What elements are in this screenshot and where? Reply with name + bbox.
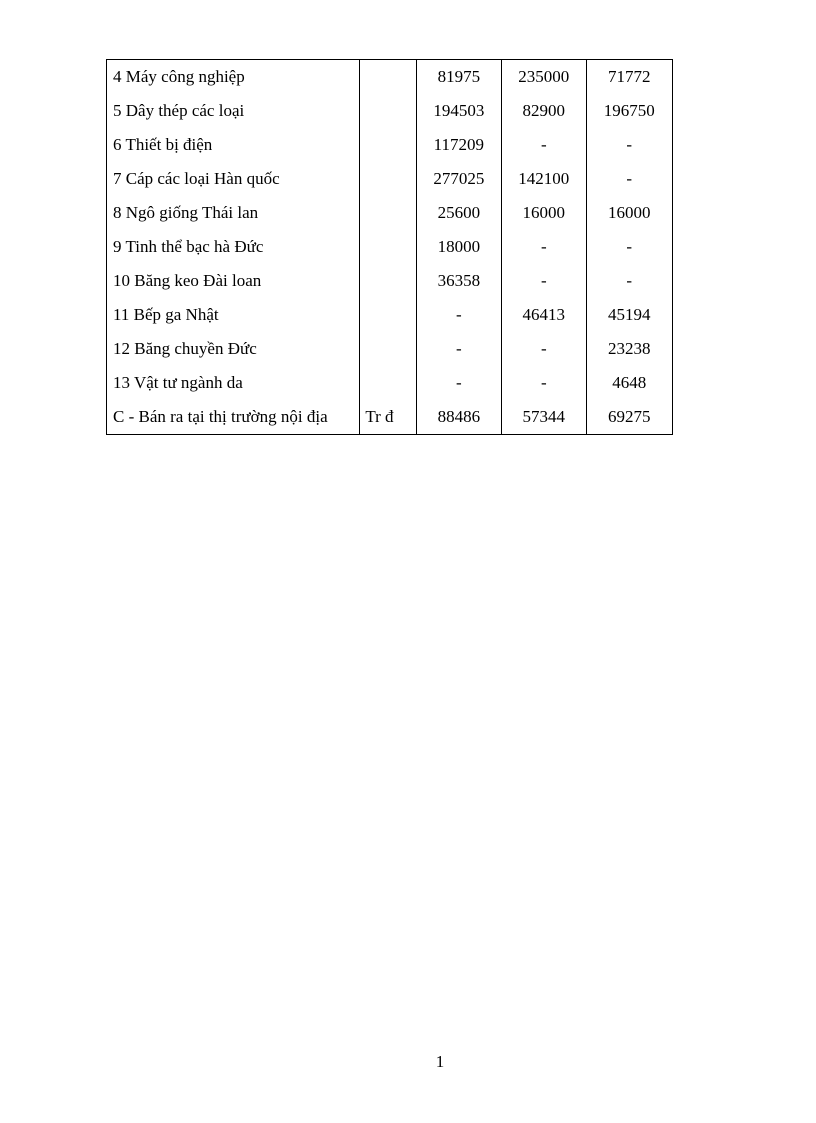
row-value-1-cell: 88486 — [416, 400, 501, 435]
row-unit-cell: Tr đ — [360, 400, 416, 435]
row-value-3-cell: 45194 — [586, 298, 673, 332]
row-value-1-cell: - — [416, 332, 501, 366]
row-value-3-cell: 69275 — [586, 400, 673, 435]
row-value-1-cell: 25600 — [416, 196, 501, 230]
row-value-1-cell: 277025 — [416, 162, 501, 196]
row-value-3-cell: 16000 — [586, 196, 673, 230]
row-value-2-cell: - — [502, 264, 586, 298]
row-value-1-cell: 194503 — [416, 94, 501, 128]
row-unit-cell — [360, 196, 416, 230]
table-row — [107, 60, 673, 95]
row-value-3-cell: - — [586, 128, 673, 162]
row-value-3-cell: - — [586, 264, 673, 298]
row-value-3-cell: 23238 — [586, 332, 673, 366]
row-value-2-cell: 82900 — [502, 94, 586, 128]
row-name-cell: 9 Tinh thể bạc hà Đức — [107, 230, 360, 264]
row-value-3-cell: 196750 — [586, 94, 673, 128]
row-name-cell: 4 Máy công nghiệp — [107, 60, 360, 95]
row-unit-cell — [360, 298, 416, 332]
row-value-3-cell: - — [586, 230, 673, 264]
row-value-2-cell: 57344 — [502, 400, 586, 435]
row-name-cell: 6 Thiết bị điện — [107, 128, 360, 162]
row-name-cell: 11 Bếp ga Nhật — [107, 298, 360, 332]
row-unit-cell — [360, 94, 416, 128]
table-body — [107, 60, 673, 435]
row-value-2-cell: 16000 — [502, 196, 586, 230]
data-table — [106, 59, 673, 435]
row-name-cell: 10 Băng keo Đài loan — [107, 264, 360, 298]
table-row — [107, 230, 673, 264]
row-value-1-cell: 81975 — [416, 60, 501, 95]
table-row — [107, 128, 673, 162]
row-name-cell: 8 Ngô giống Thái lan — [107, 196, 360, 230]
row-value-2-cell: 46413 — [502, 298, 586, 332]
row-name-cell: 12 Băng chuyền Đức — [107, 332, 360, 366]
row-value-1-cell: - — [416, 366, 501, 400]
table-row — [107, 264, 673, 298]
row-value-1-cell: 117209 — [416, 128, 501, 162]
row-unit-cell — [360, 264, 416, 298]
row-value-2-cell: 235000 — [502, 60, 586, 95]
row-name-cell: 13 Vật tư ngành da — [107, 366, 360, 400]
table-row — [107, 366, 673, 400]
table-row — [107, 94, 673, 128]
table-row — [107, 298, 673, 332]
row-value-2-cell: - — [502, 332, 586, 366]
row-value-1-cell: 18000 — [416, 230, 501, 264]
row-value-3-cell: 4648 — [586, 366, 673, 400]
row-name-cell: 7 Cáp các loại Hàn quốc — [107, 162, 360, 196]
row-unit-cell — [360, 162, 416, 196]
row-value-2-cell: - — [502, 366, 586, 400]
row-value-1-cell: 36358 — [416, 264, 501, 298]
table-row — [107, 196, 673, 230]
row-unit-cell — [360, 366, 416, 400]
row-unit-cell — [360, 128, 416, 162]
row-unit-cell — [360, 60, 416, 95]
table-row — [107, 400, 673, 435]
row-value-3-cell: 71772 — [586, 60, 673, 95]
row-value-2-cell: 142100 — [502, 162, 586, 196]
row-value-2-cell: - — [502, 128, 586, 162]
row-value-1-cell: - — [416, 298, 501, 332]
table-row — [107, 162, 673, 196]
page-number: 1 — [435, 1052, 445, 1071]
row-unit-cell — [360, 230, 416, 264]
row-name-cell: 5 Dây thép các loại — [107, 94, 360, 128]
row-value-2-cell: - — [502, 230, 586, 264]
row-unit-cell — [360, 332, 416, 366]
row-name-cell: C - Bán ra tại thị trường nội địa — [107, 400, 360, 435]
table-row — [107, 332, 673, 366]
row-value-3-cell: - — [586, 162, 673, 196]
